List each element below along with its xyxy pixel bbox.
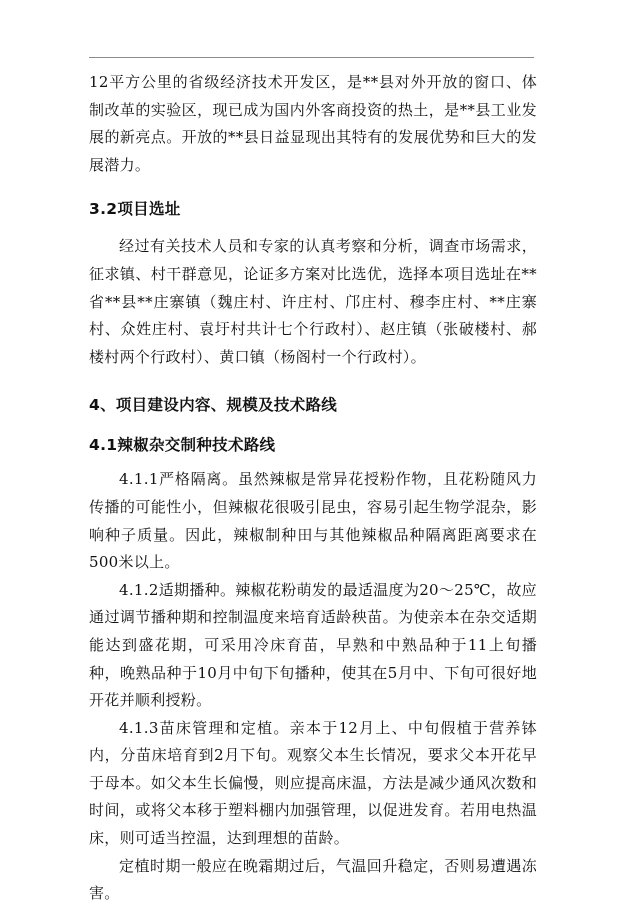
planting-paragraph: 定植时期一般应在晚霜期过后，气温回升稳定，否则易遭遇冻害。 (89, 856, 537, 903)
section-4-heading: 4、项目建设内容、规模及技术路线 (89, 396, 338, 415)
document-body (89, 69, 537, 908)
section-3-2-heading: 3.2项目选址 (89, 200, 181, 219)
sowing-paragraph: 4.1.2适期播种。辣椒花粉萌发的最适温度为20～25℃，故应通过调节播种期和控制温度来培育适龄秧苗。为使亲本在杂交适期能达到盛花期，可采用冷床育苗，早熟和中熟品种于11上旬播种，晚熟品种于10月中旬下旬播种，使其在5月中、下旬可很好地开花并顺利授粉。 (89, 580, 537, 710)
seedbed-paragraph: 4.1.3苗床管理和定植。亲本于12月上、中旬假植于营养钵内，分苗床培育到2月下旬。观察父本生长情况，要求父本开花早于母本。如父本生长偏慢，则应提高床温，方法是减少通风次数和时间，或将父本移于塑料棚内加强管理，以促进发育。若用电热温床，则可适当控温，达到理想的苗龄。 (89, 718, 537, 848)
header-rule (89, 57, 534, 58)
isolation-paragraph: 4.1.1严格隔离。虽然辣椒是常异花授粉作物，且花粉随风力传播的可能性小，但辣椒花很吸引昆虫，容易引起生物学混杂，影响种子质量。因此，辣椒制种田与其他辣椒品种隔离距离要求在500米以上。 (89, 470, 537, 572)
section-4-1-heading: 4.1辣椒杂交制种技术路线 (89, 436, 276, 455)
intro-paragraph: 12平方公里的省级经济技术开发区，是**县对外开放的窗口、体制改革的实验区，现已成为国内外客商投资的热土，是**县工业发展的新亮点。开放的**县日益显现出其特有的发展优势和巨大的发展潜力。 (89, 73, 537, 174)
site-selection-paragraph: 经过有关技术人员和专家的认真考察和分析，调查市场需求，征求镇、村干群意见，论证多方案对比选优，选择本项目选址在**省**县**庄寨镇（魏庄村、许庄村、邝庄村、穆李庄村、**庄寨村、众姓庄村、袁圩村共计七个行政村）、赵庄镇（张破楼村、郝楼村两个行政村）、黄口镇（杨阁村一个行政村）。 (89, 237, 537, 366)
